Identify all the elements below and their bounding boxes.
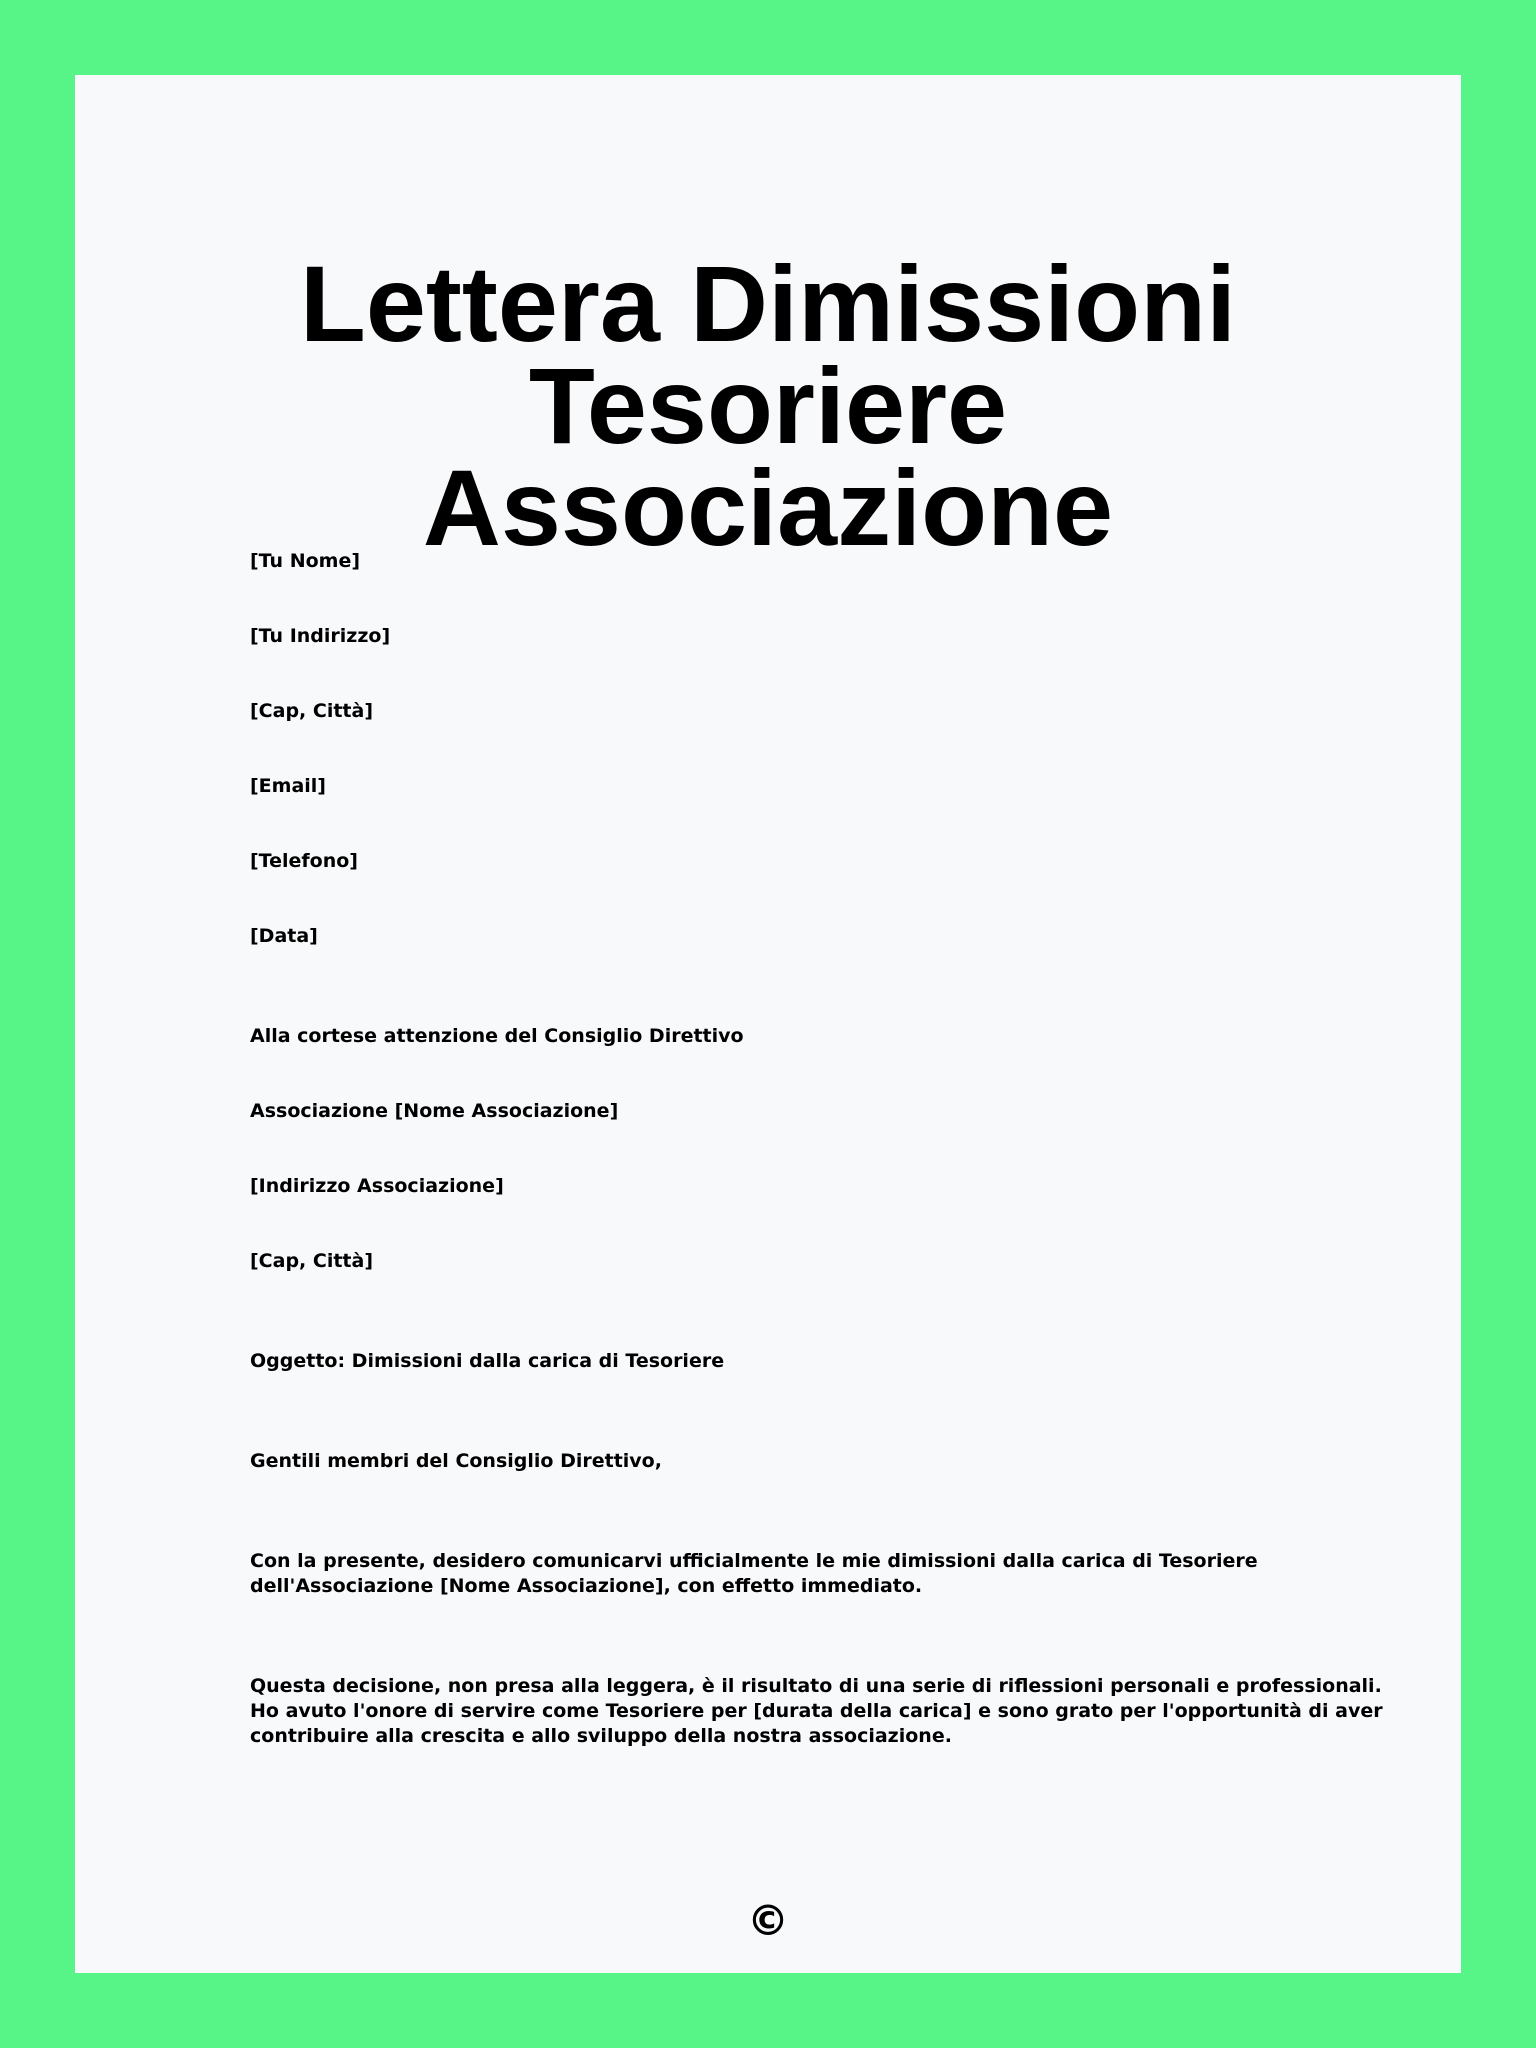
sender-city: [Cap, Città] xyxy=(250,700,374,722)
sender-email: [Email] xyxy=(250,775,326,797)
document-page xyxy=(75,75,1461,1973)
recipient-association: Associazione [Nome Associazione] xyxy=(250,1100,619,1122)
recipient-address: [Indirizzo Associazione] xyxy=(250,1175,504,1197)
paragraph-1-line-1: Con la presente, desidero comunicarvi ufficialmente le mie dimissioni dalla carica di Tesoriere xyxy=(250,1550,1258,1572)
sender-name: [Tu Nome] xyxy=(250,550,361,572)
letter-date: [Data] xyxy=(250,925,318,947)
paragraph-1 xyxy=(250,1549,1290,1599)
paragraph-2-line-3: contribuire alla crescita e allo sviluppo della nostra associazione. xyxy=(250,1725,952,1747)
paragraph-2-line-2: Ho avuto l'onore di servire come Tesoriere per [durata della carica] e sono grato per l'opportunità di aver xyxy=(250,1700,1383,1722)
paragraph-2-line-1: Questa decisione, non presa alla leggera, è il risultato di una serie di riflessioni personali e professionali. xyxy=(250,1675,1382,1697)
paragraph-1-line-2: dell'Associazione [Nome Associazione], con effetto immediato. xyxy=(250,1575,923,1597)
title-line-2: Associazione xyxy=(422,447,1114,568)
sender-address: [Tu Indirizzo] xyxy=(250,625,391,647)
paragraph-2 xyxy=(250,1674,1383,1749)
recipient-attention: Alla cortese attenzione del Consiglio Direttivo xyxy=(250,1025,744,1047)
recipient-city: [Cap, Città] xyxy=(250,1250,374,1272)
letter-subject: Oggetto: Dimissioni dalla carica di Tesoriere xyxy=(250,1350,725,1372)
sender-phone: [Telefono] xyxy=(250,850,358,872)
copyright-icon: © xyxy=(747,1896,789,1945)
title-line-1: Lettera Dimissioni Tesoriere xyxy=(299,243,1237,466)
letter-greeting: Gentili membri del Consiglio Direttivo, xyxy=(250,1450,662,1472)
